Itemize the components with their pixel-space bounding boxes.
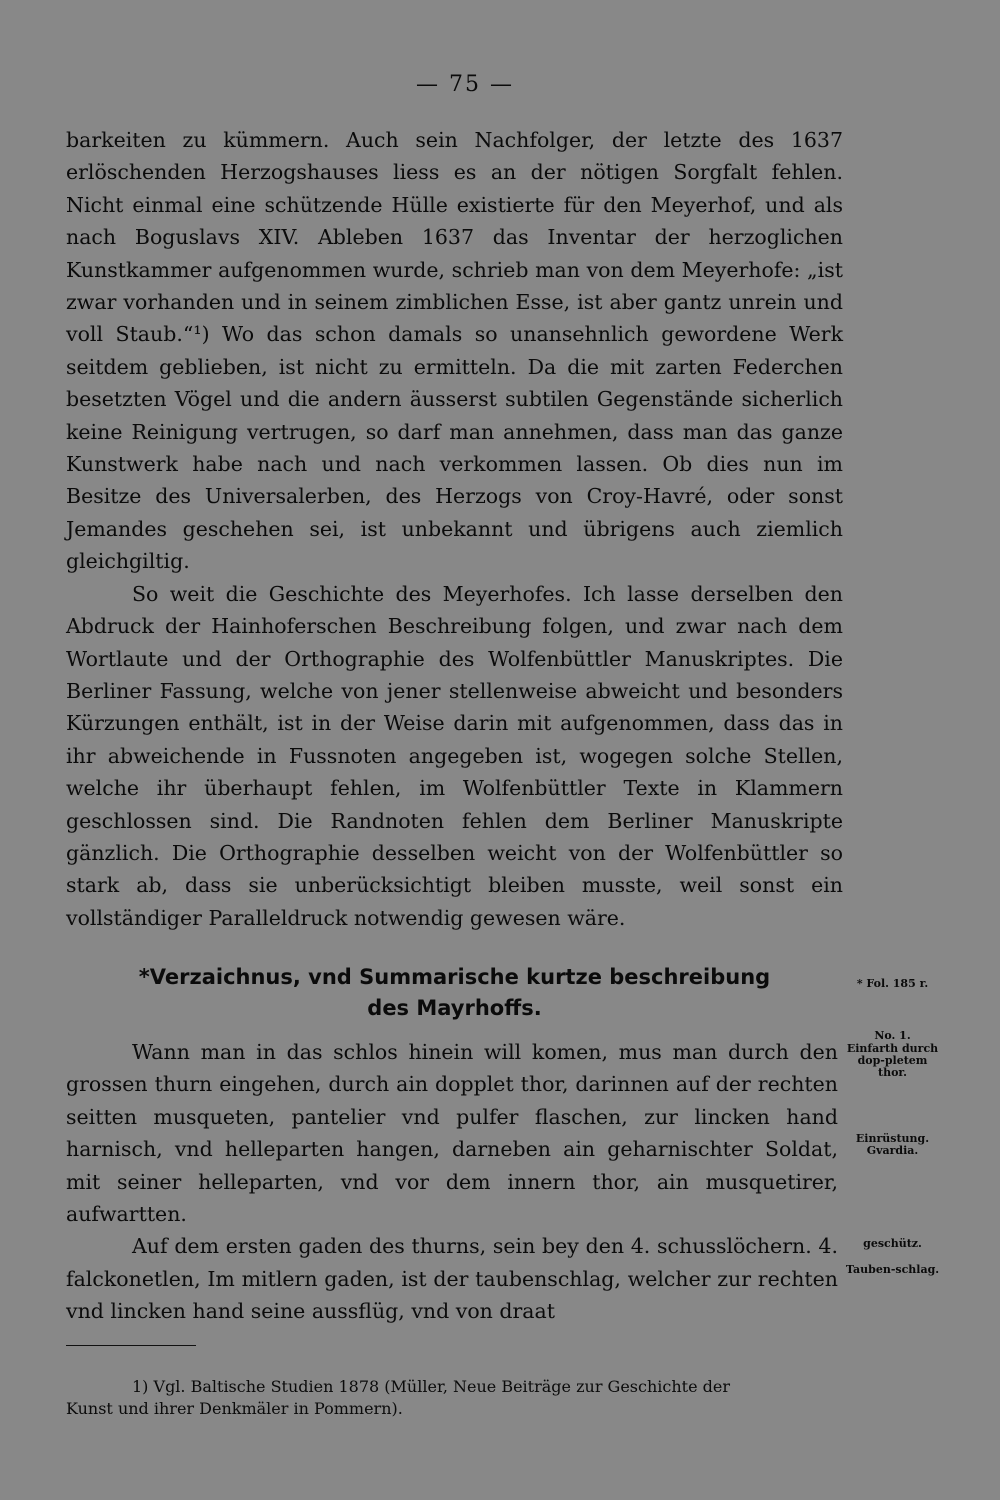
heading-line-2: des Mayrhoffs.	[367, 996, 542, 1020]
page-number: — 75 —	[416, 72, 514, 97]
footnote-line-1: 1) Vgl. Baltische Studien 1878 (Müller, Neue Beiträge zur Geschichte der	[132, 1377, 731, 1396]
footnote-line-2: Kunst und ihrer Denkmäler in Pommern).	[66, 1399, 403, 1418]
main-text	[66, 124, 843, 934]
section-heading	[66, 962, 843, 1024]
margin-note-geschutz: geschütz.	[863, 1237, 922, 1250]
paragraph-2: So weit die Geschichte des Meyerhofes. Ich lasse derselben den Abdruck der Hainhoferschen Beschreibung folgen, und zwar nach dem Wortlaute und der Orthographie des Wolfenbüttler Manuskriptes. Die Berliner Fassung, welche von jener stellenweise abweicht und besonders Kürzungen enthält, ist in der Weise darin mit aufgenommen, dass das in ihr abweichende in Fussnoten angegeben ist, wogegen solche Stellen, welche ihr überhaupt fehlen, im Wolfenbüttler Texte in Klammern geschlossen sind. Die Randnoten fehlen dem Berliner Manuskripte gänzlich. Die Orthographie desselben weicht von der Wolfenbüttler so stark ab, dass sie unberücksichtigt bleiben musste, weil sonst ein vollständiger Paralleldruck notwendig gewesen wäre.	[66, 581, 843, 930]
margin-note-no1: No. 1.	[874, 1029, 911, 1042]
heading-line-1: *Verzaichnus, vnd Summarische kurtze beschreibung	[138, 965, 771, 989]
historic-text	[66, 1036, 838, 1328]
paragraph-1: barkeiten zu kümmern. Auch sein Nachfolger, der letzte des 1637 erlöschenden Herzogshauses liess es an der nötigen Sorgfalt fehlen. Nicht einmal eine schützende Hülle existierte für den Meyerhof, und als nach Boguslavs XIV. Ableben 1637 das Inventar der herzoglichen Kunstkammer aufgenommen wurde, schrieb man von dem Meyerhofe: „ist zwar vorhanden und in seinem zimblichen Esse, ist aber gantz unrein und voll Staub.“¹) Wo das schon damals so unansehnlich gewordene Werk seitdem geblieben, ist nicht zu ermitteln. Da die mit zarten Federchen besetzten Vögel und die andern äusserst subtilen Gegenstände sicherlich keine Reinigung vertrugen, so darf man annehmen, dass man das ganze Kunstwerk habe nach und nach verkommen lassen. Ob dies nun im Besitze des Universalerben, des Herzogs von Croy-Havré, oder sonst Jemandes geschehen sei, ist unbekannt und übrigens auch ziemlich gleichgiltig.	[66, 128, 843, 574]
margin-note-taubenschlag: Tauben-schlag.	[845, 1263, 940, 1276]
historic-paragraph-2: Auf dem ersten gaden des thurns, sein bey den 4. schusslöchern. 4. falckonetlen, Im mitlern gaden, ist der taubenschlag, welcher zur rechten vnd lincken hand seine aussflüg, vnd von draat	[66, 1234, 838, 1324]
margin-note-einrustung: Einrüstung. Gvardia.	[855, 1132, 930, 1157]
margin-note-fol: * Fol. 185 r.	[856, 977, 929, 990]
historic-paragraph-1: Wann man in das schlos hinein will komen, mus man durch den grossen thurn eingehen, durch ain dopplet thor, darinnen auf der rechten seitten musqueten, pantelier vnd pulfer flaschen, zur lincken hand harnisch, vnd helleparten hangen, darneben ain geharnischter Soldat, mit seiner helleparten, vnd vor dem innern thor, ain musquetirer, aufwartten.	[66, 1040, 838, 1227]
footnote	[66, 1376, 841, 1420]
margin-note-einfarth: Einfarth durch dop-pletem thor.	[846, 1042, 939, 1079]
footnote-divider	[66, 1345, 196, 1346]
